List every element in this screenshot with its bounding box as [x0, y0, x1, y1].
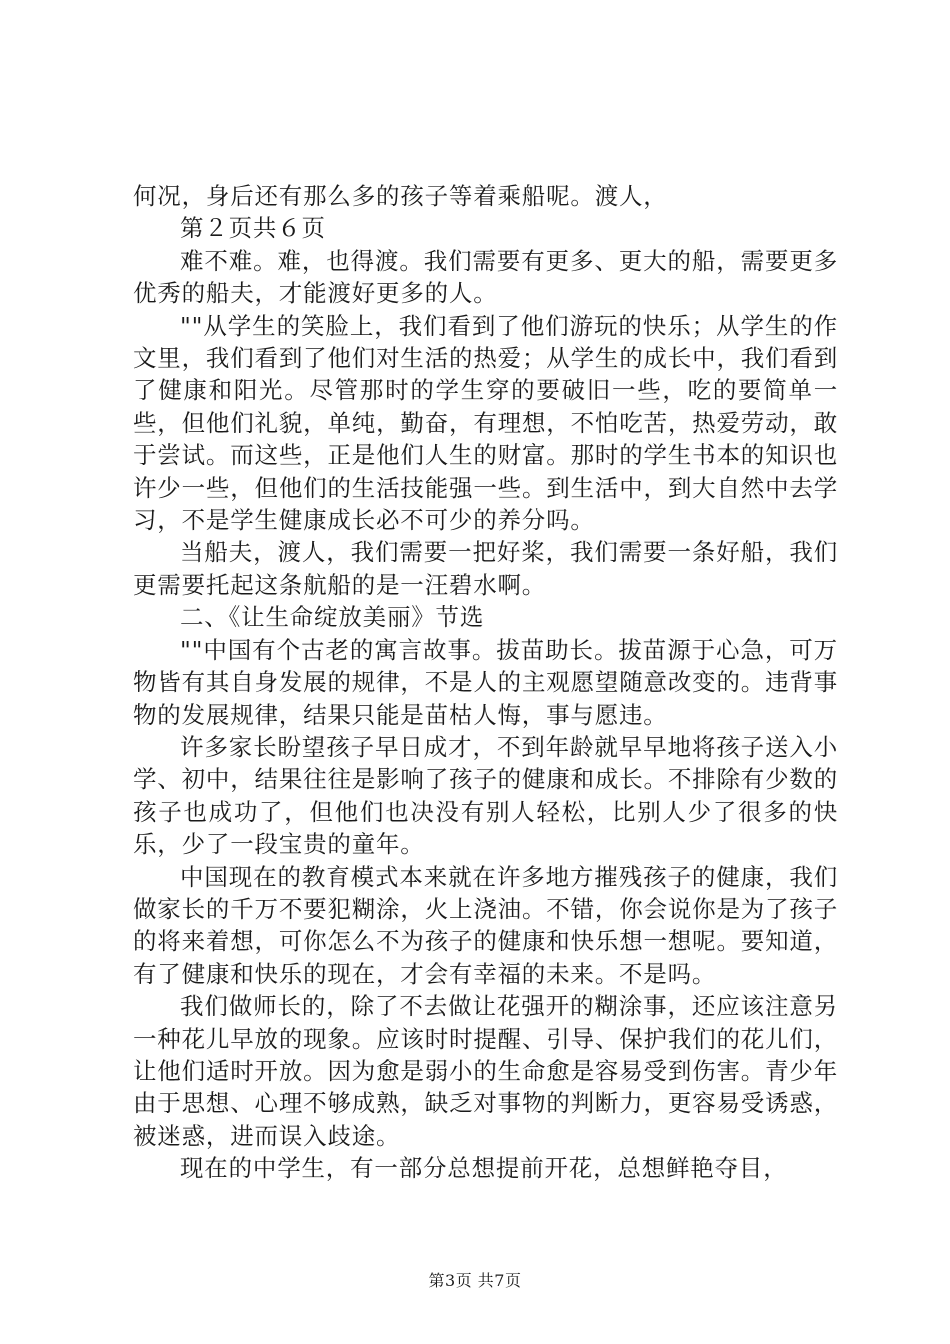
paragraph: ""中国有个古老的寓言故事。拔苗助长。拔苗源于心急，可万物皆有其自身发展的规律，不是人的主观愿望随意改变的。违背事物的发展规律，结果只能是苗枯人悔，事与愿违。 — [133, 635, 838, 729]
paragraph: 我们做师长的，除了不去做让花强开的糊涂事，还应该注意另一种花儿早放的现象。应该时时提醒、引导、保护我们的花儿们，让他们适时开放。因为愈是弱小的生命愈是容易受到伤害。青少年由于思想、心理不够成熟，缺乏对事物的判断力，更容易受诱惑，被迷惑，进而误入歧途。 — [133, 992, 838, 1150]
page-footer: 第3页 共7页 — [428, 1271, 522, 1290]
section-heading: 二、《让生命绽放美丽》节选 — [180, 603, 485, 632]
inline-page-mark: 第２页共６页 — [180, 214, 326, 243]
paragraph: 现在的中学生，有一部分总想提前开花，总想鲜艳夺目， — [180, 1154, 788, 1183]
paragraph: 当船夫，渡人，我们需要一把好桨，我们需要一条好船，我们更需要托起这条航船的是一汪碧水啊。 — [133, 538, 838, 599]
paragraph: 难不难。难，也得渡。我们需要有更多、更大的船，需要更多优秀的船夫，才能渡好更多的人。 — [133, 246, 838, 308]
document-body — [133, 180, 838, 1185]
paragraph: ""从学生的笑脸上，我们看到了他们游玩的快乐；从学生的作文里，我们看到了他们对生活的热爱；从学生的成长中，我们看到了健康和阳光。尽管那时的学生穿的要破旧一些，吃的要简单一些，但他们礼貌，单纯，勤奋，有理想，不怕吃苦，热爱劳动，敢于尝试。而这些，正是他们人生的财富。那时的学生书本的知识也许少一些，但他们的生活技能强一些。到生活中，到大自然中去学习，不是学生健康成长必不可少的养分吗。 — [133, 311, 838, 535]
paragraph: 许多家长盼望孩子早日成才，不到年龄就早早地将孩子送入小学、初中，结果往往是影响了孩子的健康和成长。不排除有少数的孩子也成功了，但他们也决没有别人轻松，比别人少了很多的快乐，少了一段宝贵的童年。 — [133, 732, 838, 859]
paragraph: 中国现在的教育模式本来就在许多地方摧残孩子的健康，我们做家长的千万不要犯糊涂，火上浇油。不错，你会说你是为了孩子的将来着想，可你怎么不为孩子的健康和快乐想一想呢。要知道，有了健康和快乐的现在，才会有幸福的未来。不是吗。 — [133, 862, 838, 988]
paragraph-continuation: 何况，身后还有那么多的孩子等着乘船呢。渡人， — [133, 182, 668, 210]
